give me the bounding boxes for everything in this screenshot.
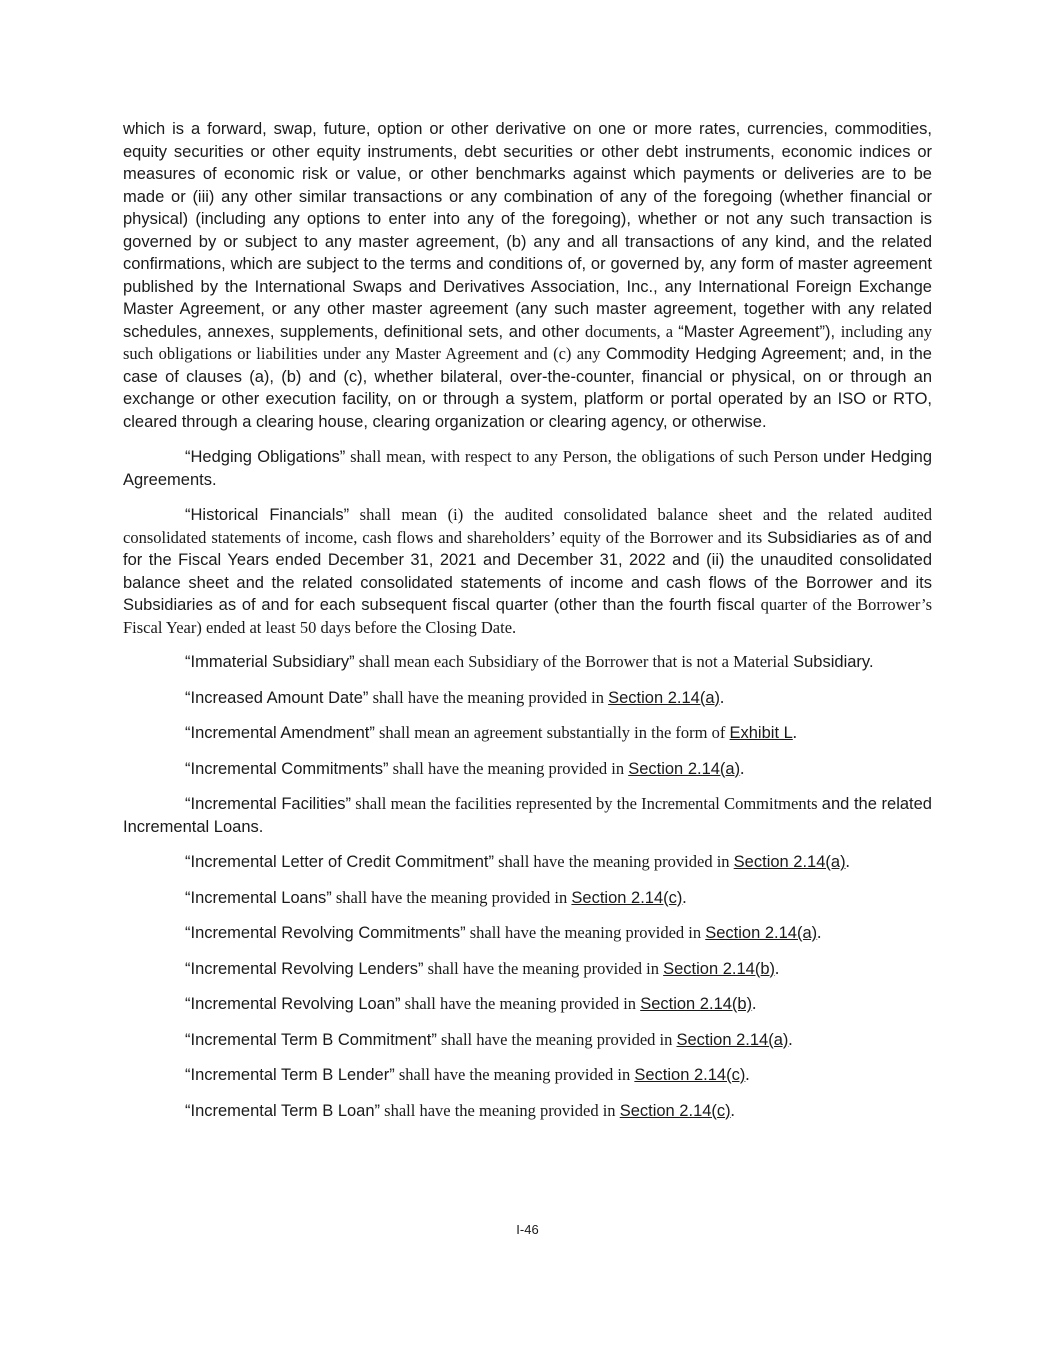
definition-hedging-obligations: [123, 446, 932, 491]
section-reference-link[interactable]: Exhibit L: [729, 724, 793, 742]
section-reference-link[interactable]: Section 2.14(a): [733, 853, 846, 871]
body-text: shall have the meaning provided in: [423, 958, 664, 978]
document-body: [123, 118, 932, 1122]
body-text: quarter of the Borrower’s Fiscal Year) ended at least 50 days before the Closing Date.: [123, 595, 932, 637]
body-text: .: [730, 1100, 735, 1120]
defined-term: “Incremental Term B Commitment”: [185, 1030, 437, 1049]
page-number: I-46: [516, 1222, 539, 1237]
body-text: shall have the meaning provided in: [436, 1029, 677, 1049]
body-text: .: [792, 723, 797, 742]
definition-incremental-term-b-loan: [123, 1100, 932, 1123]
defined-term: “Historical Financials”: [185, 506, 350, 524]
body-text: shall have the meaning provided in: [494, 852, 734, 871]
definition-historical-financials: [123, 504, 932, 638]
body-text: shall have the meaning provided in: [465, 923, 706, 942]
body-text: documents, a: [585, 321, 679, 341]
section-reference-link[interactable]: Section 2.14(c): [619, 1101, 731, 1120]
body-text: shall mean each Subsidiary of the Borrower that is not a Material: [354, 652, 794, 671]
body-text: .: [745, 1065, 750, 1084]
definition-incremental-commitments: [123, 758, 932, 781]
body-text: .: [845, 852, 850, 871]
body-text: under Hedging Agreements.: [123, 448, 933, 489]
defined-term: “Incremental Term B Loan”: [185, 1101, 381, 1120]
section-reference-link[interactable]: Section 2.14(b): [640, 995, 753, 1013]
body-text: shall have the meaning provided in: [394, 1065, 635, 1084]
body-text: including any such obligations or liabilities under any Master Agreement and (c) any: [123, 321, 933, 363]
defined-term: “Incremental Revolving Loan”: [185, 995, 401, 1013]
section-reference-link[interactable]: Section 2.14(c): [634, 1066, 746, 1084]
definition-incremental-revolving-loan: [123, 993, 932, 1016]
section-reference-link[interactable]: Section 2.14(b): [663, 959, 776, 978]
body-text: .: [740, 758, 745, 778]
defined-term: “Incremental Revolving Commitments”: [185, 924, 466, 942]
body-text: Subsidiaries as of and for the Fiscal Years ended December 31, 2021 and December 31, 2022 and (ii) the unaudited consolidated balance sheet and the related consolidated statements of income and cash flows of the Borrower and its Subsidiaries as of and for each subsequent fiscal quarter (other than the fourth fiscal: [123, 528, 932, 614]
definition-incremental-facilities: [123, 793, 932, 838]
body-text: Subsidiary.: [793, 653, 874, 671]
body-text: shall have the meaning provided in: [400, 994, 641, 1013]
body-text: shall have the meaning provided in: [388, 758, 629, 778]
body-text: .: [682, 887, 687, 907]
defined-term: “Increased Amount Date”: [185, 688, 369, 707]
body-text: shall mean (i) the audited consolidated balance sheet and the related audited consolidated statements of income, cash flows and shareholders’ equity of the Borrower and its: [123, 505, 932, 547]
defined-term: “Immaterial Subsidiary”: [185, 653, 355, 671]
body-text: .: [775, 958, 780, 978]
defined-term: “Incremental Commitments”: [185, 759, 389, 778]
body-text: .: [720, 687, 725, 707]
body-text: shall mean the facilities represented by the Incremental Commitments: [351, 794, 822, 813]
definition-incremental-amendment: [123, 722, 932, 745]
definition-incremental-letter-of-credit-commitment: [123, 851, 932, 874]
body-text: shall have the meaning provided in: [368, 687, 609, 707]
definition-increased-amount-date: [123, 687, 932, 710]
body-text: which is a forward, swap, future, option or other derivative on one or more rates, currencies, commodities, equity securities or other equity instruments, debt securities or other debt instruments, economic indices or measures of economic risk or value, or other benchmarks against which payments or deliveries are to be made or (iii) any other similar transactions or any combination of any of the foregoing (whether financial or physical) (including any options to enter into any of the foregoing), whether or not any such transaction is governed by or subject to any master agreement, (b) any and all transactions of any kind, and the related confirmations, which are subject to the terms and conditions of, or governed by, any form of master agreement published by the International Swaps and Derivatives Association, Inc., any International Foreign Exchange Master Agreement, or any other master agreement (any such master agreement, together with any related schedules, annexes, supplements, definitional sets, and other: [123, 120, 932, 341]
definition-incremental-revolving-lenders: [123, 958, 932, 981]
definition-incremental-term-b-lender: [123, 1064, 932, 1087]
section-reference-link[interactable]: Section 2.14(c): [571, 888, 683, 907]
definition-immaterial-subsidiary: [123, 651, 932, 674]
definition-incremental-loans: [123, 887, 932, 910]
body-text: .: [752, 994, 757, 1013]
defined-term: “Incremental Amendment”: [185, 724, 375, 742]
defined-term: “Hedging Obligations”: [185, 448, 346, 466]
body-text: .: [817, 923, 822, 942]
body-text: shall have the meaning provided in: [331, 887, 572, 907]
defined-term: “Incremental Letter of Credit Commitment”: [185, 853, 495, 871]
defined-term: “Incremental Term B Lender”: [185, 1066, 395, 1084]
body-text: Commodity Hedging Agreement; and, in the case of clauses (a), (b) and (c), whether bilateral, over-the-counter, financial or physical, on or through an exchange or other execution facility, on or through a system, platform or portal operated by an ISO or RTO, cleared through a clearing house, clearing organization or clearing agency, or otherwise.: [123, 345, 932, 431]
section-reference-link[interactable]: Section 2.14(a): [676, 1030, 789, 1049]
section-reference-link[interactable]: Section 2.14(a): [608, 688, 720, 707]
body-text: shall mean an agreement substantially in the form of: [374, 723, 730, 742]
defined-term: “Incremental Facilities”: [185, 795, 352, 813]
defined-term: “Incremental Revolving Lenders”: [185, 959, 424, 978]
body-text: .: [788, 1029, 793, 1049]
section-reference-link[interactable]: Section 2.14(a): [628, 759, 741, 778]
body-text: and the related Incremental Loans.: [123, 795, 932, 836]
definition-incremental-revolving-commitments: [123, 922, 932, 945]
paragraph-hedging-agreement-continuation: [123, 118, 932, 433]
definition-incremental-term-b-commitment: [123, 1029, 932, 1052]
body-text: shall mean, with respect to any Person, the obligations of such Person: [345, 447, 824, 466]
body-text: shall have the meaning provided in: [380, 1100, 620, 1120]
section-reference-link[interactable]: Section 2.14(a): [705, 924, 818, 942]
defined-term: “Incremental Loans”: [185, 888, 332, 907]
body-text: “Master Agreement”),: [678, 322, 841, 341]
